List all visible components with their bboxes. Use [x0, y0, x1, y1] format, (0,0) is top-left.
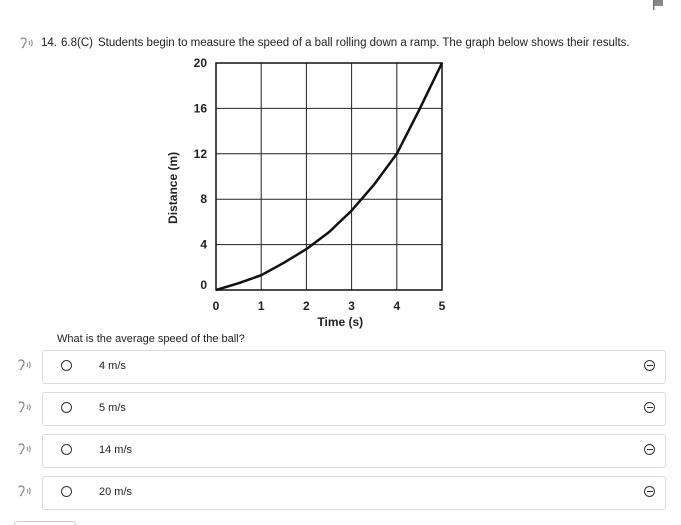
answer-option-d[interactable] — [42, 476, 666, 510]
option-row-d — [0, 476, 681, 510]
eliminate-icon[interactable] — [644, 360, 655, 371]
flag-icon[interactable] — [652, 0, 664, 10]
eliminate-icon[interactable] — [644, 486, 655, 497]
y-tick-label: 4 — [200, 237, 207, 252]
speaker-icon[interactable] — [16, 443, 33, 455]
y-tick-label: 8 — [200, 192, 207, 207]
speaker-icon[interactable] — [18, 37, 35, 49]
option-row-a — [0, 350, 681, 384]
y-axis-label: Distance (m) — [166, 151, 180, 224]
x-tick-label: 5 — [438, 299, 446, 313]
chart-svg — [120, 50, 530, 330]
speaker-icon[interactable] — [16, 401, 33, 413]
option-label: 4 m/s — [99, 360, 126, 372]
radio-button[interactable] — [61, 486, 72, 497]
radio-button[interactable] — [61, 402, 72, 413]
speaker-icon[interactable] — [16, 485, 33, 497]
y-tick-label: 20 — [193, 56, 207, 70]
option-label: 20 m/s — [99, 486, 133, 498]
distance-time-graph — [120, 50, 530, 330]
answer-option-c[interactable] — [42, 434, 666, 468]
x-tick-label: 3 — [348, 299, 355, 313]
speaker-icon[interactable] — [16, 359, 33, 371]
question-text: Students begin to measure the speed of a ball rolling down a ramp. The graph below shows their results. — [97, 37, 630, 49]
y-tick-label: 0 — [200, 278, 207, 292]
standard-code: 6.8(C) — [61, 37, 93, 49]
x-tick-label: 4 — [393, 299, 401, 313]
option-row-c — [0, 434, 681, 468]
y-tick-label: 16 — [193, 101, 207, 116]
eliminate-icon[interactable] — [644, 402, 655, 413]
eliminate-icon[interactable] — [644, 444, 655, 455]
answer-option-b[interactable] — [42, 392, 666, 426]
option-row-b — [0, 392, 681, 426]
bottom-button[interactable] — [14, 521, 76, 525]
y-tick-label: 12 — [193, 146, 207, 161]
x-tick-label: 1 — [257, 299, 265, 313]
question-prompt: What is the average speed of the ball? — [57, 333, 245, 345]
x-tick-label: 0 — [212, 299, 220, 313]
question-number: 14. — [41, 37, 57, 49]
plot-border — [216, 63, 442, 290]
question-header — [18, 35, 630, 51]
series-line — [216, 63, 442, 290]
radio-button[interactable] — [61, 444, 72, 455]
radio-button[interactable] — [61, 360, 72, 371]
option-label: 5 m/s — [99, 402, 126, 414]
answer-option-a[interactable] — [42, 350, 666, 384]
option-label: 14 m/s — [99, 444, 133, 456]
x-tick-label: 2 — [303, 299, 310, 313]
x-axis-label: Time (s) — [317, 315, 364, 329]
